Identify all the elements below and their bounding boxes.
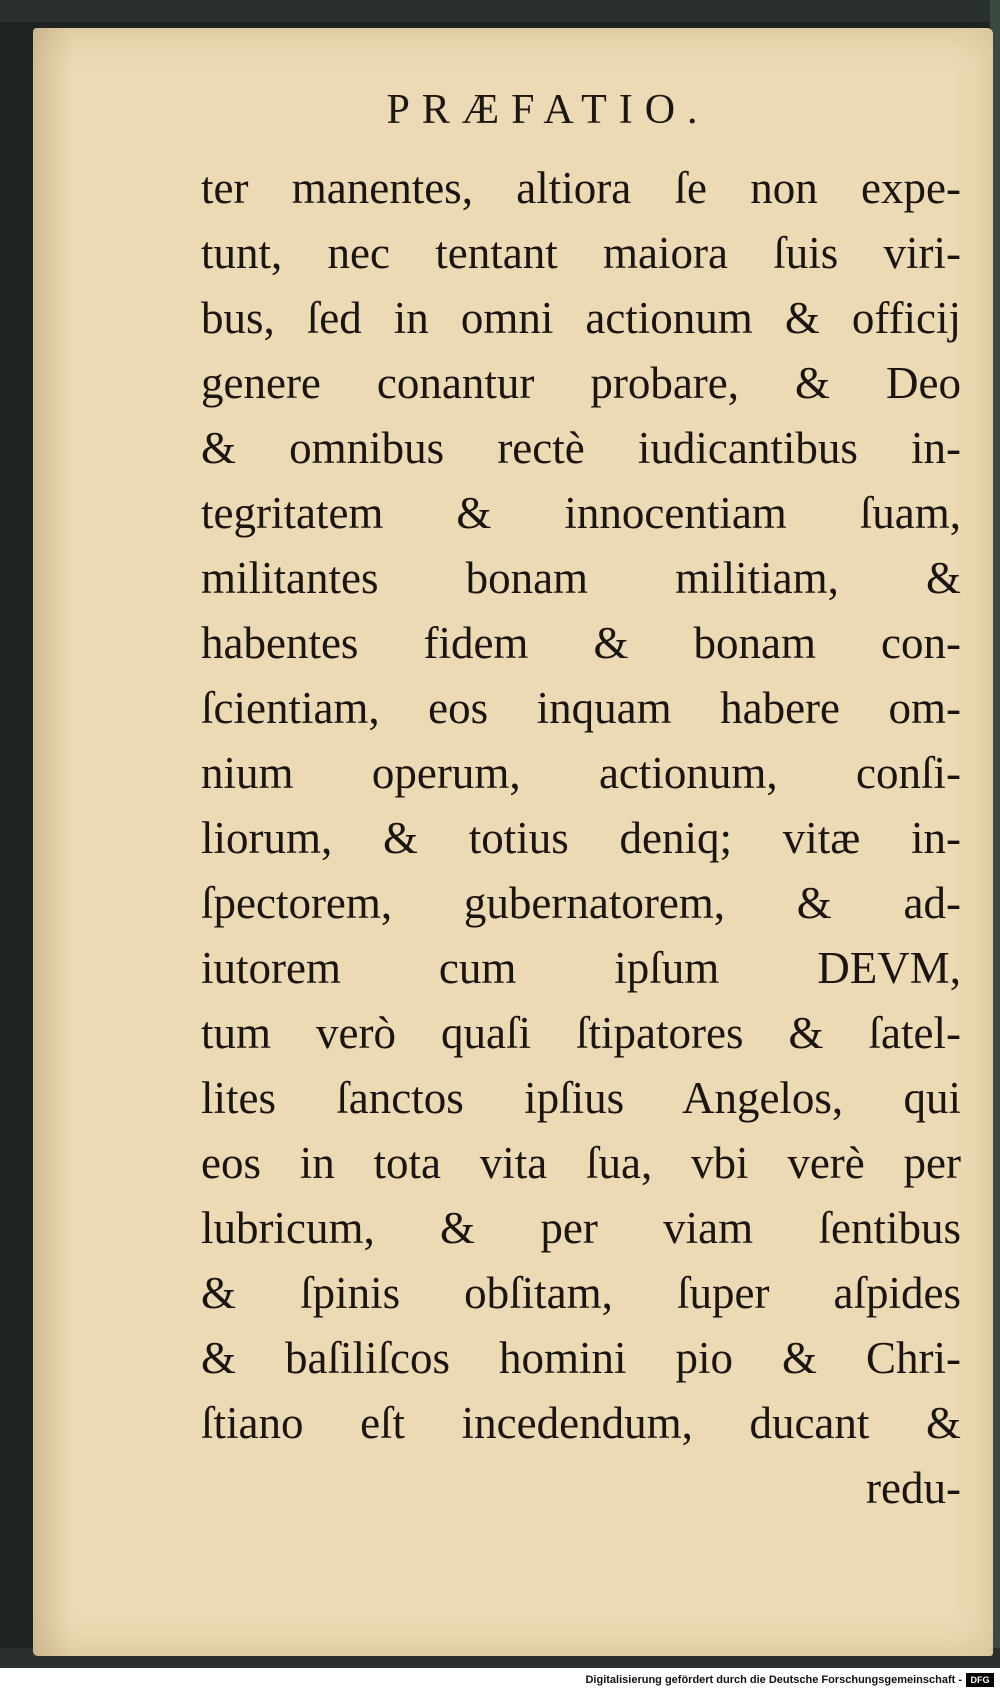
text-line: nium operum, actionum, conſi- <box>201 748 961 798</box>
running-head: PRÆFATIO. <box>386 87 710 133</box>
text-line: tum verò quaſi ſtipatores & ſatel- <box>201 1008 961 1058</box>
text-line: ſcientiam, eos inquam habere om- <box>201 683 961 733</box>
scan-top-band <box>0 0 1000 22</box>
text-line: tunt, nec tentant maiora ſuis viri- <box>201 228 961 278</box>
text-line: ſpectorem, gubernatorem, & ad- <box>201 878 961 928</box>
digitization-footer <box>0 1668 1000 1695</box>
text-line: tegritatem & innocentiam ſuam, <box>201 488 961 538</box>
text-line: iutorem cum ipſum DEVM, <box>201 943 961 993</box>
book-page <box>33 28 993 1656</box>
text-line: eos in tota vita ſua, vbi verè per <box>201 1138 961 1188</box>
text-line: militantes bonam militiam, & <box>201 553 961 603</box>
funding-notice: Digitalisierung gefördert durch die Deutsche Forschungsgemeinschaft - <box>585 1674 962 1686</box>
text-line: lites ſanctos ipſius Angelos, qui <box>201 1073 961 1123</box>
text-line: ſtiano eſt incedendum, ducant & <box>201 1398 961 1448</box>
text-line: ter manentes, altiora ſe non expe- <box>201 163 961 213</box>
body-text <box>201 156 961 1521</box>
dfg-logo: DFG <box>966 1673 994 1687</box>
text-line: & ſpinis obſitam, ſuper aſpides <box>201 1268 961 1318</box>
text-line: habentes fidem & bonam con- <box>201 618 961 668</box>
text-line: genere conantur probare, & Deo <box>201 358 961 408</box>
text-line: bus, ſed in omni actionum & officij <box>201 293 961 343</box>
text-line: & baſiliſcos homini pio & Chri- <box>201 1333 961 1383</box>
text-line: liorum, & totius deniq; vitæ in- <box>201 813 961 863</box>
text-line: lubricum, & per viam ſentibus <box>201 1203 961 1253</box>
page-shading <box>33 28 73 1656</box>
catchword: redu- <box>866 1463 961 1513</box>
text-line: & omnibus rectè iudicantibus in- <box>201 423 961 473</box>
